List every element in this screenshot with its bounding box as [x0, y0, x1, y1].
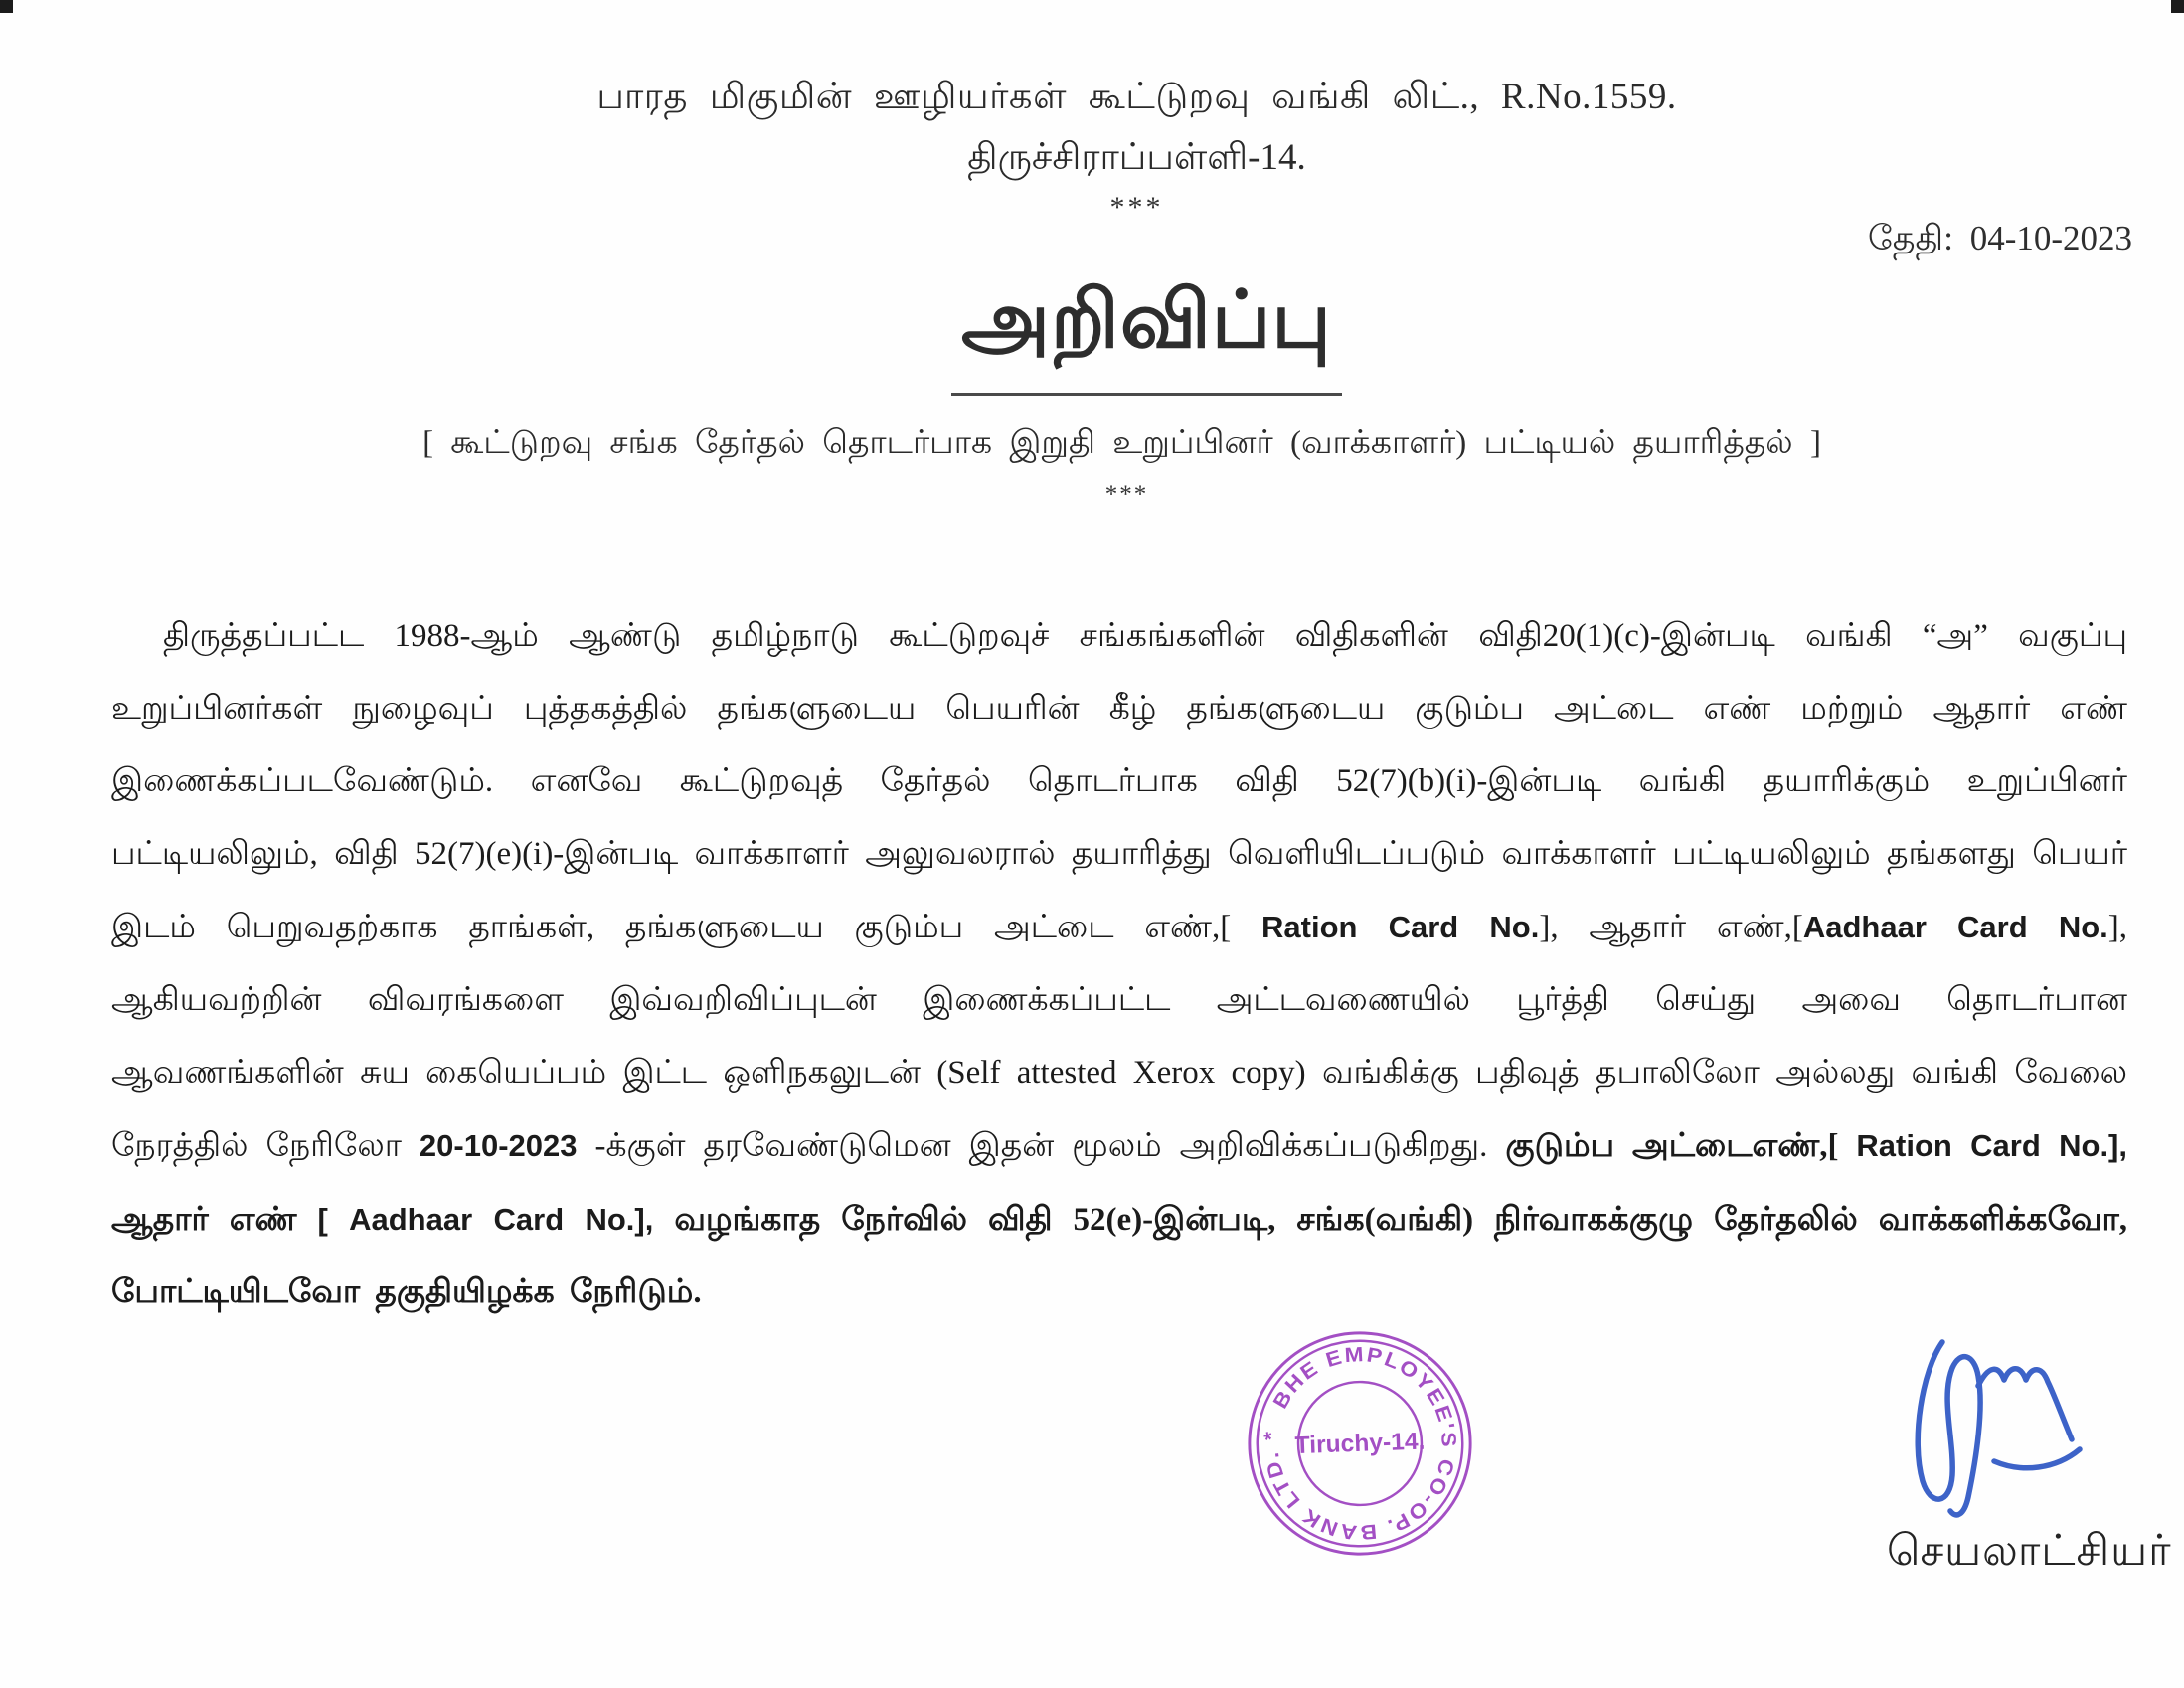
- org-name-line: பாரத மிகுமின் ஊழியர்கள் கூட்டுறவு வங்கி லிட்., R.No.1559.: [596, 77, 1677, 117]
- body-text-run: ], ஆதார் எண்,[: [1539, 910, 1803, 945]
- body-text-run: Aadhaar Card No.: [1802, 910, 2108, 944]
- letterhead: [45, 76, 2184, 225]
- stamp-center-text: Tiruchy-14.: [1294, 1428, 1426, 1460]
- body-text-run: வழங்காத நேர்வில் விதி 52(e)-இன்படி, சங்க(வங்கி) நிர்வாகக்குழு தேர்தலில் வாக்களிக்கவோ, போட்டியிடவோ தகுதியிழக்க நேரிடும்.: [111, 1202, 2127, 1310]
- date-label: தேதி:: [1867, 219, 1953, 257]
- signature-ink: [1877, 1320, 2125, 1524]
- body-text-run: Ration Card No.: [1261, 910, 1540, 944]
- notice-body-paragraph: [111, 600, 2127, 1329]
- body-text-run: ], ஆகியவற்றின் விவரங்களை இவ்வறிவிப்புடன் இணைக்கப்பட்ட அட்டவணையில் பூர்த்தி செய்து அவை தொடர்பான ஆவணங்களின் சுய கையெப்பம் இட்ட ஒளிநகலுடன் (Self attested Xerox copy) வங்கிக்கு பதிவுத் தபாலிலோ அல்லது வங்கி வேலை நேரத்தில் நேரிலோ: [111, 910, 2128, 1164]
- title-block: [55, 276, 2184, 396]
- body-text-run: குடும்ப அட்டைஎண்,[: [1505, 1128, 1857, 1164]
- signatory-designation: செயலாட்சியர்: [1887, 1528, 2172, 1575]
- body-text-run: -க்குள் தரவேண்டுமென இதன் மூலம் அறிவிக்கப்படுகிறது.: [577, 1128, 1506, 1164]
- body-text-run: 20-10-2023: [419, 1128, 578, 1163]
- stamp-ring-text: BHE EMPLOYEE'S CO-OP. BANK LTD. *: [1260, 1343, 1460, 1544]
- subject-line: [ கூட்டுறவு சங்க தேர்தல் தொடர்பாக இறுதி உறுப்பினர் (வாக்காளர்) பட்டியல் தயாரித்தல் ]: [422, 425, 1821, 461]
- page-title: அறிவிப்பு: [951, 276, 1342, 396]
- date-row: [1868, 219, 2132, 262]
- signature-graphic: [1877, 1320, 2125, 1524]
- bank-round-stamp: [1243, 1324, 1477, 1563]
- scan-corner-mark: [2171, 0, 2184, 13]
- stamp-graphic: [1243, 1324, 1477, 1563]
- org-place-line: திருச்சிராப்பள்ளி-14.: [967, 137, 1306, 178]
- scan-corner-mark: [0, 0, 13, 13]
- body-text-run: [ Aadhaar Card No.],: [317, 1202, 654, 1237]
- date-value: 04-10-2023: [1969, 219, 2132, 257]
- body-text-run: Ration Card No.],: [1856, 1128, 2127, 1163]
- separator-stars: ***: [1109, 191, 1164, 224]
- body-text-run: திருத்தப்பட்ட 1988-ஆம் ஆண்டு தமிழ்நாடு கூட்டுறவுச் சங்கங்களின் விதிகளின் விதி20(1)(c)-இன்படி வங்கி “அ” வகுப்பு உறுப்பினர்கள் நுழைவுப் புத்தகத்தில் தங்களுடைய பெயரின் கீழ் தங்களுடைய குடும்ப அட்டை எண் மற்றும் ஆதார் எண் இணைக்கப்படவேண்டும். எனவே கூட்டுறவுத் தேர்தல் தொடர்பாக விதி 52(7)(b)(i)-இன்படி வங்கி தயாரிக்கும் உறுப்பினர் பட்டியலிலும், விதி 52(7)(e)(i)-இன்படி வாக்காளர் அலுவலரால் தயாரித்து வெளியிடப்படும் வாக்காளர் பட்டியலிலும் தங்களது பெயர் இடம் பெறுவதற்காக தாங்கள், தங்களுடைய குடும்ப அட்டை எண்,[: [111, 618, 2127, 945]
- body-text-run: ஆதார் எண்: [111, 1202, 318, 1238]
- separator-stars: ***: [1104, 481, 1149, 508]
